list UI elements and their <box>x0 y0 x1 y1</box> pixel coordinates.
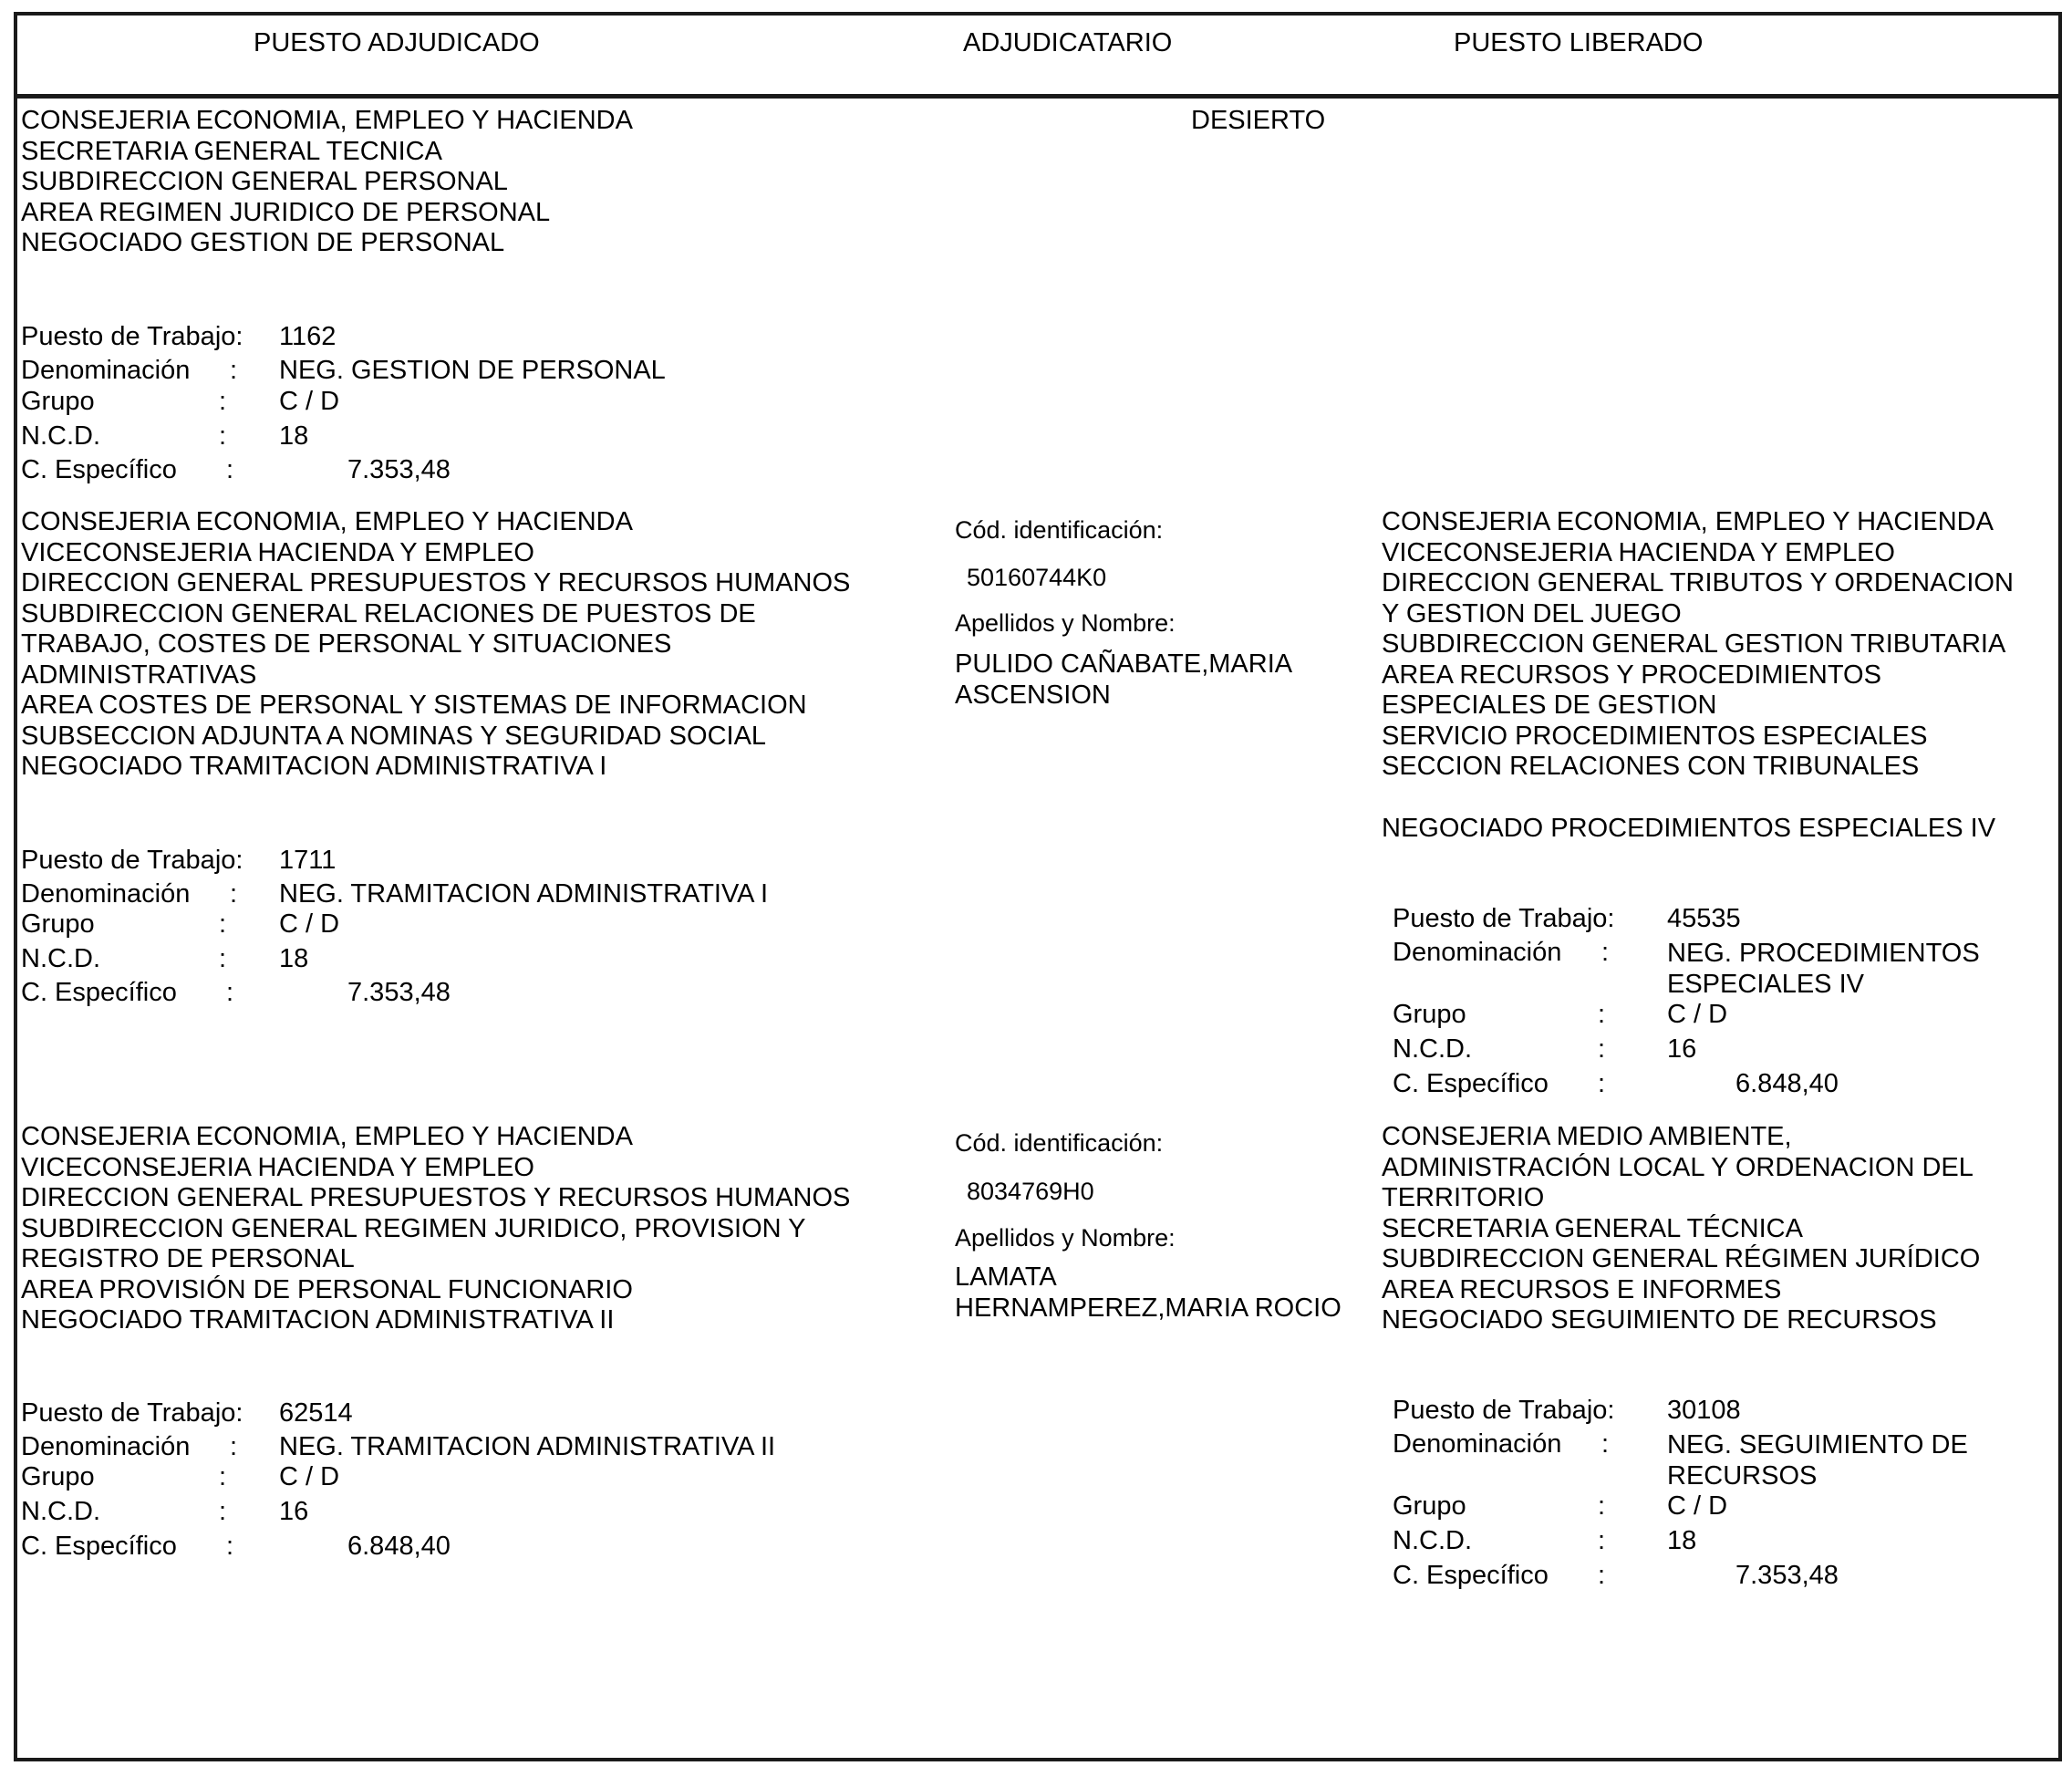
cespecifico-value: 6.848,40 <box>347 1532 451 1561</box>
field-label: Grupo <box>1393 1491 1466 1521</box>
entry-2-nombre <box>955 649 1292 711</box>
org-line: TERRITORIO <box>1382 1183 1545 1212</box>
org-line: AREA COSTES DE PERSONAL Y SISTEMAS DE INFORMACION <box>21 691 807 720</box>
colon: : <box>230 356 238 385</box>
field-label: Grupo <box>1393 1000 1466 1029</box>
colon: : <box>219 1497 227 1526</box>
org-line: TRABAJO, COSTES DE PERSONAL Y SITUACIONES <box>21 629 672 659</box>
field-label: Denominación <box>21 1432 191 1461</box>
org-line: VICECONSEJERIA HACIENDA Y EMPLEO <box>21 537 534 567</box>
colon: : <box>1598 1561 1606 1590</box>
entry-2-adjudicado-org <box>21 507 850 783</box>
grupo-value: C / D <box>279 909 340 939</box>
field-label: Grupo <box>21 387 95 416</box>
org-line: SECRETARIA GENERAL TÉCNICA <box>1382 1213 1803 1243</box>
field-label: Denominación <box>21 356 191 385</box>
ncd-value: 18 <box>279 944 309 973</box>
field-label: N.C.D. <box>1393 1526 1472 1555</box>
colon: : <box>219 1462 227 1491</box>
nombre-line: PULIDO CAÑABATE,MARIA <box>955 649 1293 679</box>
colon: : <box>226 1532 234 1561</box>
field-label: Grupo <box>21 1462 95 1491</box>
field-label: Denominación <box>1393 938 1562 967</box>
org-line: CONSEJERIA MEDIO AMBIENTE, <box>1382 1122 1792 1151</box>
header-puesto-liberado: PUESTO LIBERADO <box>1454 28 1704 57</box>
header-divider <box>14 94 2062 99</box>
entry-3-cod-value: 8034769H0 <box>967 1178 1094 1205</box>
cespecifico-value: 6.848,40 <box>1735 1069 1839 1098</box>
denominacion-line: RECURSOS <box>1667 1461 1818 1491</box>
colon: : <box>1598 1526 1606 1555</box>
denominacion-value <box>1667 1429 1968 1491</box>
field-label: C. Específico <box>21 455 177 484</box>
colon: : <box>1598 1000 1606 1029</box>
entry-2-liberado-org <box>1382 507 2014 783</box>
denominacion-value <box>1667 938 1980 1000</box>
org-line: SECRETARIA GENERAL TECNICA <box>21 136 442 166</box>
field-label: N.C.D. <box>21 1497 100 1526</box>
org-line: ADMINISTRACIÓN LOCAL Y ORDENACION DEL <box>1382 1152 1974 1182</box>
colon: : <box>1601 1429 1610 1459</box>
org-line: NEGOCIADO SEGUIMIENTO DE RECURSOS <box>1382 1305 1937 1335</box>
field-label: Puesto de Trabajo: <box>21 1398 243 1428</box>
entry-2-cod-label: Cód. identificación: <box>955 516 1164 544</box>
org-line: ADMINISTRATIVAS <box>21 660 257 690</box>
org-line: SECCION RELACIONES CON TRIBUNALES <box>1382 752 1920 781</box>
field-label: Grupo <box>21 909 95 939</box>
nombre-line: LAMATA <box>955 1262 1057 1292</box>
puesto-value: 62514 <box>279 1398 353 1428</box>
org-line: SUBSECCION ADJUNTA A NOMINAS Y SEGURIDAD SOCIAL <box>21 721 767 751</box>
cespecifico-value: 7.353,48 <box>347 978 451 1007</box>
ncd-value: 18 <box>1667 1526 1697 1555</box>
org-line: AREA RECURSOS Y PROCEDIMIENTOS <box>1382 660 1881 690</box>
puesto-value: 1711 <box>279 846 337 875</box>
org-line: CONSEJERIA ECONOMIA, EMPLEO Y HACIENDA <box>1382 507 1994 536</box>
colon: : <box>230 879 238 909</box>
ncd-value: 16 <box>279 1497 309 1526</box>
entry-3-liberado-org <box>1382 1122 1980 1336</box>
denominacion-value: NEG. TRAMITACION ADMINISTRATIVA I <box>279 879 769 909</box>
org-line: SUBDIRECCION GENERAL PERSONAL <box>21 167 508 196</box>
field-label: Denominación <box>21 879 191 909</box>
colon: : <box>219 421 227 451</box>
entry-1-desierto: DESIERTO <box>1191 106 1326 135</box>
org-line: CONSEJERIA ECONOMIA, EMPLEO Y HACIENDA <box>21 106 633 135</box>
colon: : <box>1598 1491 1606 1521</box>
colon: : <box>219 909 227 939</box>
denominacion-value: NEG. GESTION DE PERSONAL <box>279 356 666 385</box>
org-line: NEGOCIADO TRAMITACION ADMINISTRATIVA I <box>21 752 607 781</box>
org-line: DIRECCION GENERAL PRESUPUESTOS Y RECURSOS HUMANOS <box>21 568 851 597</box>
denominacion-line: NEG. SEGUIMIENTO DE <box>1667 1430 1968 1460</box>
org-line: VICECONSEJERIA HACIENDA Y EMPLEO <box>21 1152 534 1182</box>
colon: : <box>226 978 234 1007</box>
nombre-line: HERNAMPEREZ,MARIA ROCIO <box>955 1293 1342 1323</box>
cespecifico-value: 7.353,48 <box>347 455 451 484</box>
puesto-value: 30108 <box>1667 1396 1741 1425</box>
puesto-value: 1162 <box>279 322 337 351</box>
entry-3-adjudicado-org <box>21 1122 850 1336</box>
org-line: AREA PROVISIÓN DE PERSONAL FUNCIONARIO <box>21 1274 633 1304</box>
field-label: N.C.D. <box>21 944 100 973</box>
org-line: SUBDIRECCION GENERAL GESTION TRIBUTARIA <box>1382 629 2006 659</box>
field-label: Puesto de Trabajo: <box>21 322 243 351</box>
colon: : <box>1598 1069 1606 1098</box>
ncd-value: 18 <box>279 421 309 451</box>
org-line: CONSEJERIA ECONOMIA, EMPLEO Y HACIENDA <box>21 507 633 536</box>
grupo-value: C / D <box>279 1462 340 1491</box>
org-line: NEGOCIADO TRAMITACION ADMINISTRATIVA II <box>21 1305 615 1335</box>
entry-3-nombre-label: Apellidos y Nombre: <box>955 1224 1176 1252</box>
field-label: Puesto de Trabajo: <box>1393 1396 1615 1425</box>
colon: : <box>1598 1034 1606 1064</box>
org-line: AREA REGIMEN JURIDICO DE PERSONAL <box>21 197 551 227</box>
org-line: SUBDIRECCION GENERAL RÉGIMEN JURÍDICO <box>1382 1244 1981 1273</box>
org-line: DIRECCION GENERAL TRIBUTOS Y ORDENACION <box>1382 568 2014 597</box>
colon: : <box>226 455 234 484</box>
field-label: C. Específico <box>21 1532 177 1561</box>
grupo-value: C / D <box>1667 1000 1728 1029</box>
field-label: Puesto de Trabajo: <box>1393 904 1615 933</box>
entry-2-cod-value: 50160744K0 <box>967 564 1107 591</box>
org-line: AREA RECURSOS E INFORMES <box>1382 1274 1782 1304</box>
org-line: SUBDIRECCION GENERAL RELACIONES DE PUESTOS DE <box>21 598 756 628</box>
nombre-line: ASCENSION <box>955 680 1111 710</box>
field-label: Puesto de Trabajo: <box>21 846 243 875</box>
field-label: C. Específico <box>1393 1069 1549 1098</box>
org-line: SUBDIRECCION GENERAL REGIMEN JURIDICO, PROVISION Y <box>21 1213 806 1243</box>
field-label: Denominación <box>1393 1429 1562 1459</box>
puesto-value: 45535 <box>1667 904 1741 933</box>
header-adjudicatario: ADJUDICATARIO <box>963 28 1173 57</box>
colon: : <box>1601 938 1610 967</box>
header-puesto-adjudicado: PUESTO ADJUDICADO <box>254 28 540 57</box>
org-line: CONSEJERIA ECONOMIA, EMPLEO Y HACIENDA <box>21 1122 633 1151</box>
entry-2-nombre-label: Apellidos y Nombre: <box>955 609 1176 637</box>
org-line: VICECONSEJERIA HACIENDA Y EMPLEO <box>1382 537 1895 567</box>
field-label: N.C.D. <box>21 421 100 451</box>
org-line: ESPECIALES DE GESTION <box>1382 691 1717 720</box>
denominacion-line: ESPECIALES IV <box>1667 970 1864 999</box>
grupo-value: C / D <box>279 387 340 416</box>
field-label: N.C.D. <box>1393 1034 1472 1064</box>
cespecifico-value: 7.353,48 <box>1735 1561 1839 1590</box>
colon: : <box>230 1432 238 1461</box>
entry-2-liberado-org-extra: NEGOCIADO PROCEDIMIENTOS ESPECIALES IV <box>1382 814 1996 843</box>
entry-3-nombre <box>955 1262 1342 1324</box>
org-line: Y GESTION DEL JUEGO <box>1382 598 1682 628</box>
colon: : <box>219 387 227 416</box>
org-line: SERVICIO PROCEDIMIENTOS ESPECIALES <box>1382 721 1928 751</box>
org-line: REGISTRO DE PERSONAL <box>21 1244 355 1273</box>
entry-3-cod-label: Cód. identificación: <box>955 1129 1164 1157</box>
org-line: NEGOCIADO GESTION DE PERSONAL <box>21 228 505 257</box>
entry-1-adjudicado-org <box>21 106 633 259</box>
field-label: C. Específico <box>1393 1561 1549 1590</box>
denominacion-value: NEG. TRAMITACION ADMINISTRATIVA II <box>279 1432 776 1461</box>
ncd-value: 16 <box>1667 1034 1697 1064</box>
denominacion-line: NEG. PROCEDIMIENTOS <box>1667 939 1980 968</box>
colon: : <box>219 944 227 973</box>
field-label: C. Específico <box>21 978 177 1007</box>
grupo-value: C / D <box>1667 1491 1728 1521</box>
org-line: DIRECCION GENERAL PRESUPUESTOS Y RECURSOS HUMANOS <box>21 1183 851 1212</box>
